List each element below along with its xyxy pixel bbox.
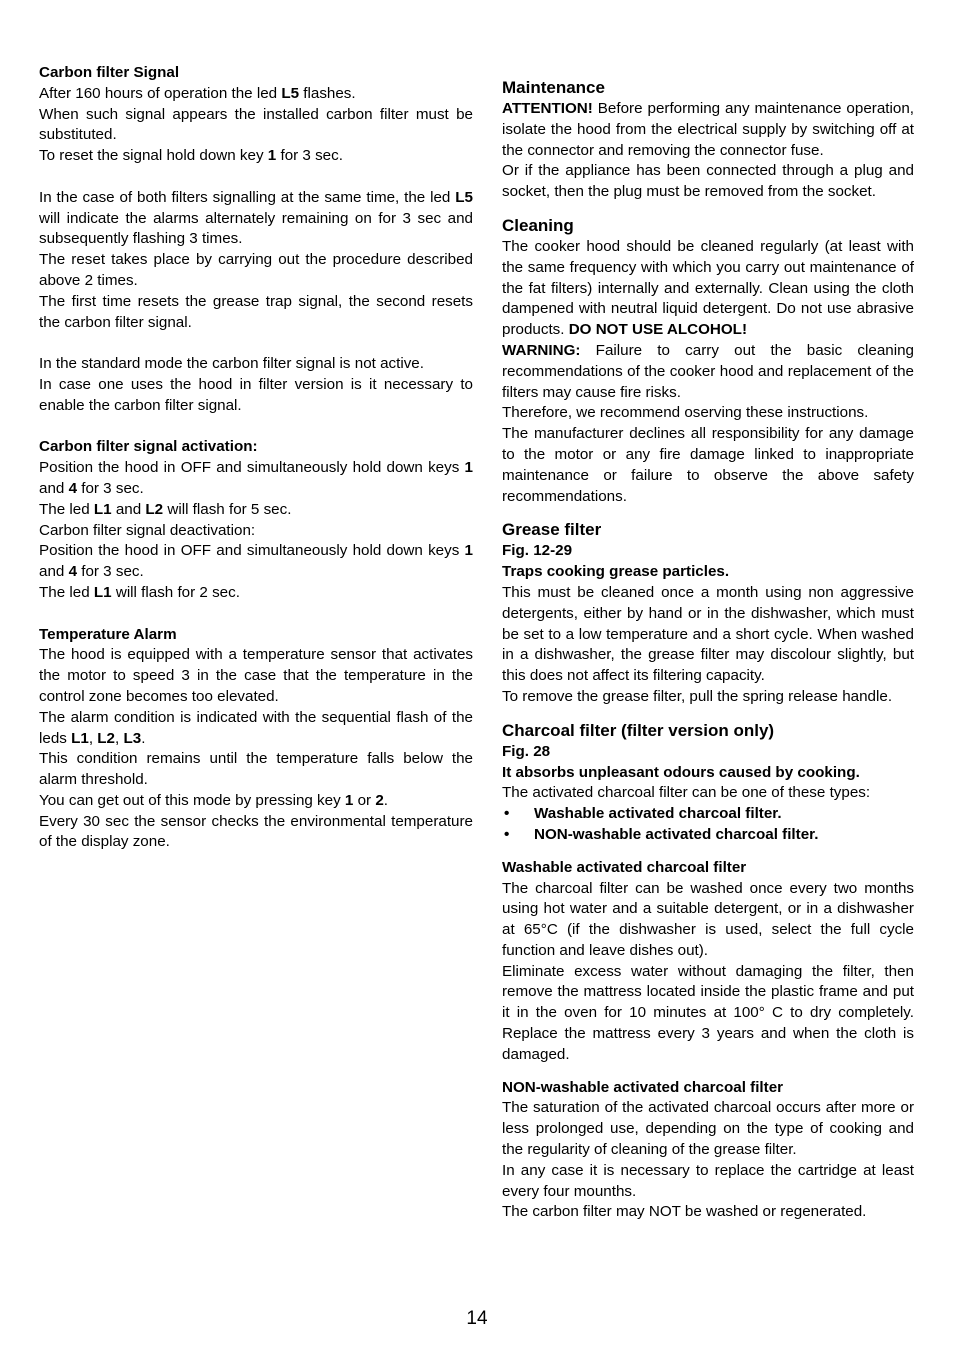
- page-number: 14: [466, 1308, 488, 1329]
- paragraph: You can get out of this mode by pressing key 1 or 2.: [39, 791, 389, 809]
- list-item: • NON-washable activated charcoal filter.: [502, 825, 914, 846]
- filter-types-list: [502, 804, 914, 846]
- paragraph: WARNING: Failure to carry out the basic cleaning recommendations of the cooker hood and replacement of the filters may cause fire risks.: [502, 341, 914, 401]
- paragraph: In the case of both filters signalling at the same time, the led L5 will indicate the alarms alternately remaining on for 3 sec and subsequently flashing 3 times.: [39, 188, 473, 248]
- paragraph: The led L1 will flash for 2 sec.: [39, 583, 240, 601]
- grease-filter-heading: Grease filter: [502, 520, 602, 540]
- paragraph: The hood is equipped with a temperature sensor that activates the motor to speed 3 in the case that the temperature in the control zone becomes too elevated.: [39, 646, 473, 705]
- subheading: Traps cooking grease particles.: [502, 563, 730, 581]
- paragraph: This must be cleaned once a month using non aggressive detergents, either by hand or in the dishwasher, which must be set to a low temperature and a short cycle. When washed in a dishwasher, the grease filter may discolour slightly, but this does not affect its filtering capacity.: [502, 583, 914, 685]
- paragraph: The saturation of the activated charcoal occurs after more or less prolonged use, depending on the type of cooking and the regularity of cleaning of the grease filter.: [502, 1099, 914, 1159]
- figure-reference: Fig. 28: [502, 742, 551, 760]
- temperature-alarm-heading: Temperature Alarm: [39, 625, 177, 643]
- paragraph: In the standard mode the carbon filter signal is not active.: [39, 355, 424, 373]
- paragraph: Eliminate excess water without damaging the filter, then remove the mattress located inside the plastic frame and put it in the oven for 10 minutes at 100° C to dry completely. Replace the mattress every 3 years and when the cloth is damaged.: [502, 962, 914, 1063]
- paragraph: ATTENTION! Before performing any maintenance operation, isolate the hood from the electrical supply by switching off at the connector and removing the connector fuse.: [502, 100, 914, 159]
- carbon-filter-signal-heading: Carbon filter Signal: [39, 64, 180, 81]
- paragraph: Or if the appliance has been connected through a plug and socket, then the plug must be removed from the socket.: [502, 162, 914, 201]
- cleaning-heading: Cleaning: [502, 215, 574, 235]
- paragraph: Position the hood in OFF and simultaneously hold down keys 1 and 4 for 3 sec.: [39, 542, 473, 581]
- paragraph: The cooker hood should be cleaned regularly (at least with the same frequency with which you carry out maintenance of the fat filters) internally and externally. Clean using the cloth dampened with neutral liquid detergent. Do not use abrasive products. DO NOT USE ALCOHOL!: [502, 237, 914, 339]
- paragraph: Position the hood in OFF and simultaneously hold down keys 1 and 4 for 3 sec.: [39, 459, 473, 497]
- paragraph: The charcoal filter can be washed once every two months using hot water and a suitable detergent, or in a dishwasher at 65°C (if the dishwasher is used, select the full cycle function and leave dishes out).: [502, 879, 914, 959]
- paragraph: In case one uses the hood in filter version is it necessary to enable the carbon filter signal.: [39, 375, 473, 414]
- paragraph: When such signal appears the installed carbon filter must be substituted.: [39, 105, 473, 144]
- activation-heading: Carbon filter signal activation:: [39, 438, 258, 456]
- maintenance-heading: Maintenance: [502, 78, 605, 97]
- washable-filter-heading: Washable activated charcoal filter: [502, 858, 747, 876]
- paragraph: To reset the signal hold down key 1 for 3 sec.: [39, 147, 343, 165]
- paragraph: The alarm condition is indicated with the sequential flash of the leds L1, L2, L3.: [39, 708, 473, 747]
- figure-reference: Fig. 12-29: [502, 542, 573, 560]
- paragraph: This condition remains until the temperature falls below the alarm threshold.: [39, 750, 473, 789]
- paragraph: The manufacturer declines all responsibility for any damage to the motor or any fire damage linked to inappropriate maintenance or failure to observe the above safety recommendations.: [502, 425, 914, 505]
- paragraph: The reset takes place by carrying out the procedure described above 2 times.: [39, 251, 473, 289]
- paragraph: The carbon filter may NOT be washed or regenerated.: [502, 1203, 867, 1221]
- paragraph: The led L1 and L2 will flash for 5 sec.: [39, 500, 292, 518]
- paragraph: After 160 hours of operation the led L5 flashes.: [39, 84, 356, 102]
- paragraph: To remove the grease filter, pull the spring release handle.: [502, 687, 893, 705]
- paragraph: The first time resets the grease trap signal, the second resets the carbon filter signal.: [39, 292, 473, 331]
- charcoal-filter-heading: Charcoal filter (filter version only): [502, 720, 775, 740]
- paragraph: In any case it is necessary to replace the cartridge at least every four mounths.: [502, 1161, 914, 1200]
- paragraph: Therefore, we recommend oserving these instructions.: [502, 404, 869, 422]
- paragraph: Every 30 sec the sensor checks the environmental temperature of the display zone.: [39, 812, 473, 851]
- paragraph: Carbon filter signal deactivation:: [39, 521, 256, 539]
- paragraph: The activated charcoal filter can be one of these types:: [502, 784, 871, 802]
- left-column: [39, 63, 473, 853]
- right-column: [502, 77, 914, 1223]
- list-item: • Washable activated charcoal filter.: [502, 804, 914, 825]
- subheading: It absorbs unpleasant odours caused by cooking.: [502, 763, 860, 781]
- non-washable-filter-heading: NON-washable activated charcoal filter: [502, 1078, 784, 1096]
